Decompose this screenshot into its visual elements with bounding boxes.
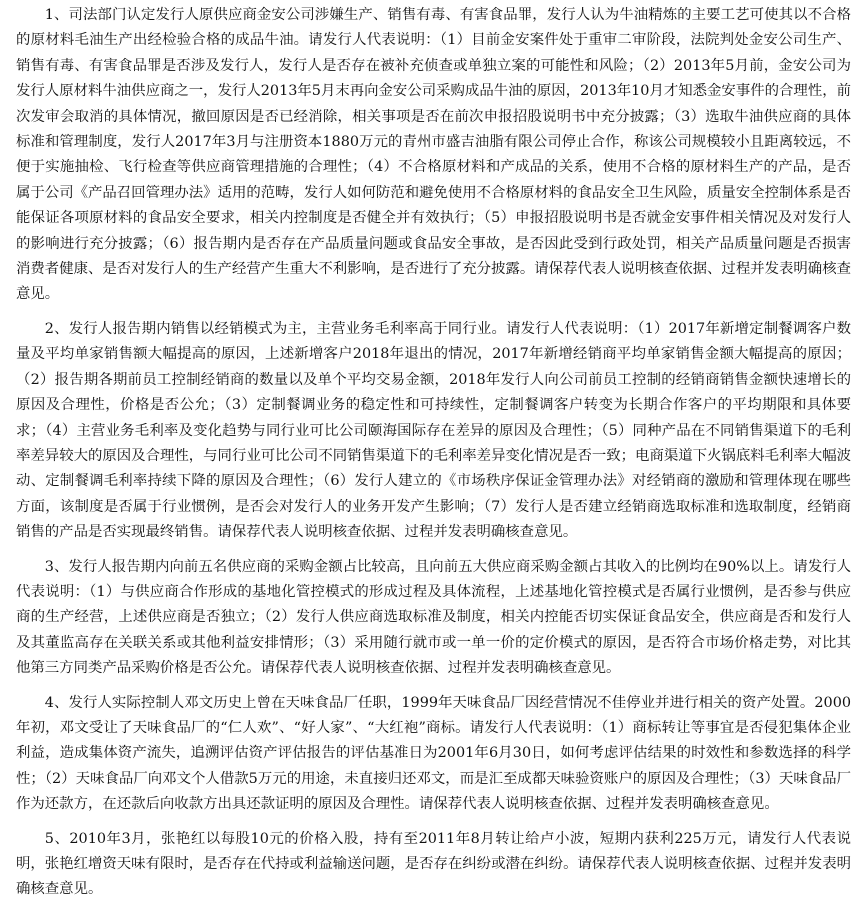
question-paragraph-3: 3、发行人报告期内向前五名供应商的采购金额占比较高，且向前五大供应商采购金额占其收入的比例均在90%以上。请发行人代表说明：（1）与供应商合作形成的基地化管控模式的形成过程及具体流程，上述基地化管控模式是否属行业惯例，是否参与供应商的生产经营，上述供应商是否独立；（2）发行人供应商选取标准及制度，相关内控能否切实保证食品安全，供应商是否和发行人及其董监高存在关联关系或其他利益安排情形；（3）采用随行就市或一单一价的定价模式的原因，是否符合市场价格走势，对比其他第三方同类产品采购价格是否公允。请保荐代表人说明核查依据、过程并发表明确核查意见。 bbox=[16, 558, 851, 677]
question-paragraph-2: 2、发行人报告期内销售以经销模式为主，主营业务毛利率高于同行业。请发行人代表说明：（1）2017年新增定制餐调客户数量及平均单家销售额大幅提高的原因，上述新增客户2018年退出的情况，2017年新增经销商平均单家销售金额大幅提高的原因；（2）报告期各期前员工控制经销商的数量以及单个平均交易金额，2018年发行人向公司前员工控制的经销商销售金额快速增长的原因及合理性，价格是否公允；（3）定制餐调业务的稳定性和可持续性，定制餐调客户转变为长期合作客户的平均期限和具体要求；（4）主营业务毛利率及变化趋势与同行业可比公司颐海国际存在差异的原因及合理性；（5）同种产品在不同销售渠道下的毛利率差异较大的原因及合理性，与同行业可比公司不同销售渠道下的毛利率差异变化情况是否一致；电商渠道下火锅底料毛利率大幅波动、定制餐调毛利率持续下降的原因及合理性；（6）发行人建立的《市场秩序保证金管理办法》对经销商的激励和管理体现在哪些方面，该制度是否属于行业惯例，是否会对发行人的业务开发产生影响；（7）发行人是否建立经销商选取标准和选取制度，经销商销售的产品是否实现最终销售。请保荐代表人说明核查依据、过程并发表明确核查意见。 bbox=[16, 320, 851, 541]
question-paragraph-1: 1、司法部门认定发行人原供应商金安公司涉嫌生产、销售有毒、有害食品罪，发行人认为牛油精炼的主要工艺可使其以不合格的原材料毛油生产出经检验合格的成品牛油。请发行人代表说明：（1）目前金安案件处于重审二审阶段，法院判处金安公司生产、销售有毒、有害食品罪是否涉及发行人，发行人是否存在被补充侦查或单独立案的可能性和风险；（2）2013年5月前，金安公司为发行人原材料牛油供应商之一，发行人2013年5月末再向金安公司采购成品牛油的原因，2013年10月才知悉金安事件的合理性，前次发审会取消的具体情况，撤回原因是否已经消除，相关事项是否在前次申报招股说明书中充分披露；（3）选取牛油供应商的具体标准和管理制度，发行人2017年3月与注册资本1880万元的青州市盛吉油脂有限公司停止合作，称该公司规模较小且距离较远，不便于实施抽检、飞行检查等供应商管理措施的合理性；（4）不合格原材料和产成品的关系，使用不合格的原材料生产的产品，是否属于公司《产品召回管理办法》适用的范畴，发行人如何防范和避免使用不合格原材料的食品安全卫生风险，质量安全控制体系是否能保证各项原材料的食品安全要求，相关内控制度是否健全并有效执行；（5）申报招股说明书是否就金安事件相关情况及对发行人的影响进行充分披露；（6）报告期内是否存在产品质量问题或食品安全事故，是否因此受到行政处罚，相关产品质量问题是否损害消费者健康、是否对发行人的生产经营产生重大不利影响，是否进行了充分披露。请保荐代表人说明核查依据、过程并发表明确核查意见。 bbox=[16, 7, 851, 303]
question-paragraph-5: 5、2010年3月，张艳红以每股10元的价格入股，持有至2011年8月转让给卢小波，短期内获利225万元，请发行人代表说明，张艳红增资天味有限时，是否存在代持或利益输送问题，是否存在纠纷或潜在纠纷。请保荐代表人说明核查依据、过程并发表明确核查意见。 bbox=[16, 830, 851, 898]
question-paragraph-4: 4、发行人实际控制人邓文历史上曾在天味食品厂任职，1999年天味食品厂因经营情况不佳停业并进行相关的资产处置。2000年初，邓文受让了天味食品厂的“仁人欢”、“好人家”、“大红袍”商标。请发行人代表说明：（1）商标转让等事宜是否侵犯集体企业利益，造成集体资产流失，追溯评估资产评估报告的评估基准日为2001年6月30日，如何考虑评估结果的时效性和参数选择的科学性；（2）天味食品厂向邓文个人借款5万元的用途，未直接归还邓文，而是汇至成都天味验资账户的原因及合理性；（3）天味食品厂作为还款方，在还款后向收款方出具还款证明的原因及合理性。请保荐代表人说明核查依据、过程并发表明确核查意见。 bbox=[16, 694, 851, 813]
